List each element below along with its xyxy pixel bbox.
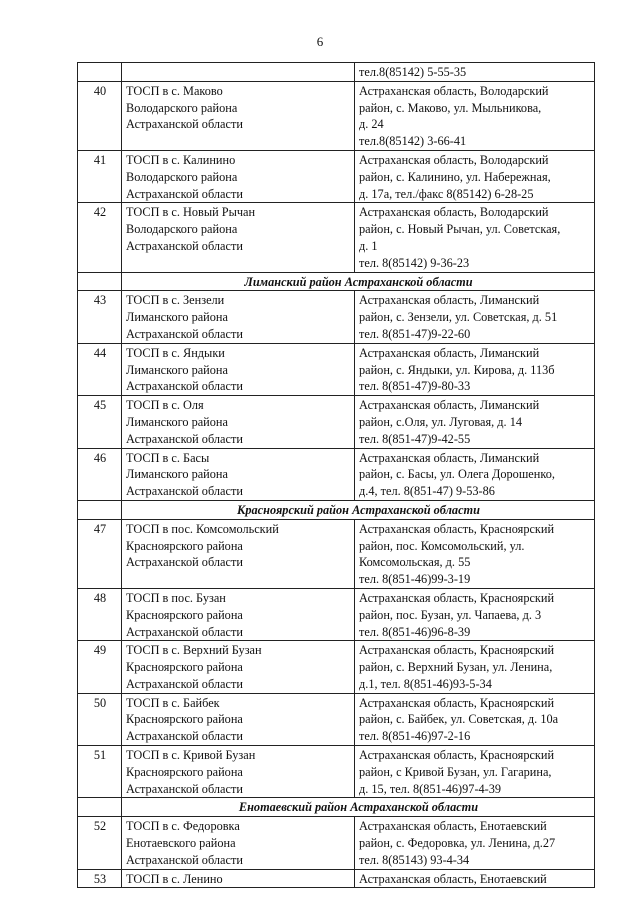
table-row: [78, 817, 595, 869]
office-address-line: тел.8(85142) 5-55-35: [359, 65, 467, 79]
office-address-line: тел. 8(85143) 93-4-34: [359, 852, 470, 867]
section-title: Енотаевский район Астраханской области: [122, 798, 595, 817]
section-row: [78, 272, 595, 291]
table-row: [78, 693, 595, 745]
office-address-cell: [355, 291, 595, 343]
office-address-line: район, с. Яндыки, ул. Кирова, д. 113б: [359, 362, 555, 377]
table-row: [78, 203, 595, 272]
office-address-line: район, пос. Комсомольский, ул.: [359, 538, 525, 553]
office-address-line: Астраханская область, Красноярский: [359, 521, 555, 536]
offices-table: [77, 62, 595, 888]
office-address-cell: [355, 869, 595, 888]
office-name-line: Лиманского района: [126, 362, 228, 377]
office-address-line: тел. 8(851-47)9-22-60: [359, 326, 471, 341]
section-row: [78, 798, 595, 817]
office-name-line: ТОСП в с. Новый Рычан: [126, 205, 256, 220]
office-name-line: Астраханской области: [126, 676, 243, 691]
office-name-line: Астраханской области: [126, 555, 243, 570]
office-address-cell: [355, 817, 595, 869]
office-address-line: район, с. Зензели, ул. Советская, д. 51: [359, 310, 558, 325]
table-row: [78, 519, 595, 588]
office-name-line: ТОСП в с. Зензели: [126, 293, 225, 308]
office-name-line: Астраханской области: [126, 431, 243, 446]
table-row: [78, 746, 595, 798]
office-name-line: ТОСП в пос. Комсомольский: [126, 521, 279, 536]
office-address-line: Астраханская область, Лиманский: [359, 398, 540, 413]
office-name-cell: [122, 150, 355, 202]
office-name-cell: [122, 291, 355, 343]
office-address-cell: [355, 81, 595, 150]
office-address-line: район, с. Маково, ул. Мыльникова,: [359, 100, 542, 115]
office-address-cell: [355, 150, 595, 202]
office-address-line: район, пос. Бузан, ул. Чапаева, д. 3: [359, 607, 542, 622]
office-name-line: Красноярского района: [126, 538, 243, 553]
office-name-line: Красноярского района: [126, 607, 243, 622]
office-name-line: Астраханской области: [126, 379, 243, 394]
row-number: 41: [78, 150, 122, 202]
table-row: [78, 63, 595, 82]
office-address-cell: [355, 343, 595, 395]
page-number: 6: [316, 34, 324, 49]
office-address-line: Астраханская область, Лиманский: [359, 293, 540, 308]
row-number: 51: [78, 746, 122, 798]
office-name-line: ТОСП в с. Верхний Бузан: [126, 643, 262, 658]
section-num-cell: [78, 272, 122, 291]
office-address-line: район, с. Новый Рычан, ул. Советская,: [359, 222, 561, 237]
office-name-line: Астраханской области: [126, 729, 243, 744]
office-name-line: Володарского района: [126, 100, 238, 115]
row-number: 47: [78, 519, 122, 588]
office-name-line: Володарского района: [126, 222, 238, 237]
office-address-line: тел. 8(85142) 9-36-23: [359, 255, 470, 270]
row-number: 46: [78, 448, 122, 500]
office-address-cell: [355, 693, 595, 745]
table-row: [78, 343, 595, 395]
office-address-cell: [355, 641, 595, 693]
office-name-line: ТОСП в с. Кривой Бузан: [126, 748, 256, 763]
office-name-line: Астраханской области: [126, 186, 243, 201]
office-address-line: Астраханская область, Красноярский: [359, 590, 555, 605]
office-name-line: Лиманского района: [126, 414, 228, 429]
office-name-cell: [122, 746, 355, 798]
row-number: 40: [78, 81, 122, 150]
row-number: 53: [78, 869, 122, 888]
office-address-line: тел. 8(851-47)9-80-33: [359, 379, 471, 394]
office-name-line: Лиманского района: [126, 467, 228, 482]
row-number: 50: [78, 693, 122, 745]
office-name-line: Астраханской области: [126, 781, 243, 796]
office-address-line: район, с. Байбек, ул. Советская, д. 10а: [359, 712, 559, 727]
office-name-cell: [122, 869, 355, 888]
office-address-line: тел. 8(851-47)9-42-55: [359, 431, 471, 446]
office-name-line: Красноярского района: [126, 660, 243, 675]
office-name-cell: [122, 81, 355, 150]
office-name-line: ТОСП в с. Басы: [126, 450, 210, 465]
table-row: [78, 588, 595, 640]
office-address-line: д.4, тел. 8(851-47) 9-53-86: [359, 484, 495, 499]
table-row: [78, 291, 595, 343]
office-address-line: Астраханская область, Енотаевский: [359, 819, 547, 834]
table-row: [78, 641, 595, 693]
office-name-cell: [122, 693, 355, 745]
office-address-line: Астраханская область, Володарский: [359, 83, 549, 98]
office-address-cell: [355, 203, 595, 272]
office-name-cell: [122, 203, 355, 272]
office-name-line: ТОСП в с. Байбек: [126, 695, 220, 710]
office-address-line: Астраханская область, Красноярский: [359, 748, 555, 763]
office-address-line: тел. 8(851-46)96-8-39: [359, 624, 471, 639]
office-address-cell: [355, 519, 595, 588]
table-row: [78, 396, 595, 448]
row-number: 42: [78, 203, 122, 272]
row-number: 43: [78, 291, 122, 343]
table-body: [78, 63, 595, 888]
office-name-line: Красноярского района: [126, 764, 243, 779]
office-name-line: Астраханской области: [126, 624, 243, 639]
office-name-line: Астраханской области: [126, 238, 243, 253]
row-number: 49: [78, 641, 122, 693]
office-address-line: тел.8(85142) 3-66-41: [359, 134, 467, 149]
office-name-cell: [122, 396, 355, 448]
office-address-line: Астраханская область, Енотаевский: [359, 871, 547, 886]
office-name-line: ТОСП в с. Федоровка: [126, 819, 240, 834]
office-address-line: Астраханская область, Лиманский: [359, 450, 540, 465]
section-title: Лиманский район Астраханской области: [122, 272, 595, 291]
office-address-cell: [355, 588, 595, 640]
office-address-line: район, с. Калинино, ул. Набережная,: [359, 169, 551, 184]
office-name-cell: [122, 448, 355, 500]
office-name-line: ТОСП в с. Калинино: [126, 152, 236, 167]
row-number: 45: [78, 396, 122, 448]
office-address-line: Комсомольская, д. 55: [359, 555, 471, 570]
office-name-line: Володарского района: [126, 169, 238, 184]
office-name-line: Лиманского района: [126, 310, 228, 325]
office-address-line: Астраханская область, Лиманский: [359, 345, 540, 360]
office-address-line: д. 1: [359, 238, 378, 253]
office-name-line: ТОСП в пос. Бузан: [126, 590, 226, 605]
office-name-line: ТОСП в с. Ленино: [126, 871, 223, 886]
office-address-line: Астраханская область, Володарский: [359, 205, 549, 220]
office-name-line: Красноярского района: [126, 712, 243, 727]
office-address-line: район, с. Федоровка, ул. Ленина, д.27: [359, 836, 556, 851]
office-address-line: тел. 8(851-46)97-2-16: [359, 729, 471, 744]
row-number: 48: [78, 588, 122, 640]
table-row: [78, 869, 595, 888]
office-address-line: д. 17а, тел./факс 8(85142) 6-28-25: [359, 186, 534, 201]
office-name-line: Астраханской области: [126, 484, 243, 499]
office-address-line: Астраханская область, Красноярский: [359, 643, 555, 658]
office-name-cell: [122, 588, 355, 640]
office-address-line: тел. 8(851-46)99-3-19: [359, 572, 471, 587]
office-name-line: Астраханской области: [126, 852, 243, 867]
office-name-cell: [122, 63, 355, 82]
office-address-cell: [355, 63, 595, 82]
office-name-line: Астраханской области: [126, 117, 243, 132]
office-address-line: Астраханская область, Володарский: [359, 152, 549, 167]
office-name-line: ТОСП в с. Маково: [126, 83, 223, 98]
office-address-line: район, с. Верхний Бузан, ул. Ленина,: [359, 660, 553, 675]
section-num-cell: [78, 798, 122, 817]
office-name-cell: [122, 641, 355, 693]
office-address-line: д. 15, тел. 8(851-46)97-4-39: [359, 781, 502, 796]
office-address-line: район, с.Оля, ул. Луговая, д. 14: [359, 414, 522, 429]
section-row: [78, 500, 595, 519]
table-row: [78, 448, 595, 500]
office-address-line: Астраханская область, Красноярский: [359, 695, 555, 710]
table-row: [78, 150, 595, 202]
section-num-cell: [78, 500, 122, 519]
office-address-cell: [355, 448, 595, 500]
office-address-cell: [355, 746, 595, 798]
section-title: Красноярский район Астраханской области: [122, 500, 595, 519]
office-name-cell: [122, 343, 355, 395]
office-name-cell: [122, 817, 355, 869]
office-address-cell: [355, 396, 595, 448]
row-number: 44: [78, 343, 122, 395]
office-address-line: д.1, тел. 8(851-46)93-5-34: [359, 676, 492, 691]
office-name-line: ТОСП в с. Оля: [126, 398, 204, 413]
office-address-line: район, с. Басы, ул. Олега Дорошенко,: [359, 467, 555, 482]
office-name-line: Енотаевского района: [126, 836, 236, 851]
office-name-cell: [122, 519, 355, 588]
table-row: [78, 81, 595, 150]
row-number: [78, 63, 122, 82]
office-address-line: район, с Кривой Бузан, ул. Гагарина,: [359, 764, 552, 779]
office-name-line: Астраханской области: [126, 326, 243, 341]
office-name-line: ТОСП в с. Яндыки: [126, 345, 225, 360]
row-number: 52: [78, 817, 122, 869]
office-address-line: д. 24: [359, 117, 384, 132]
